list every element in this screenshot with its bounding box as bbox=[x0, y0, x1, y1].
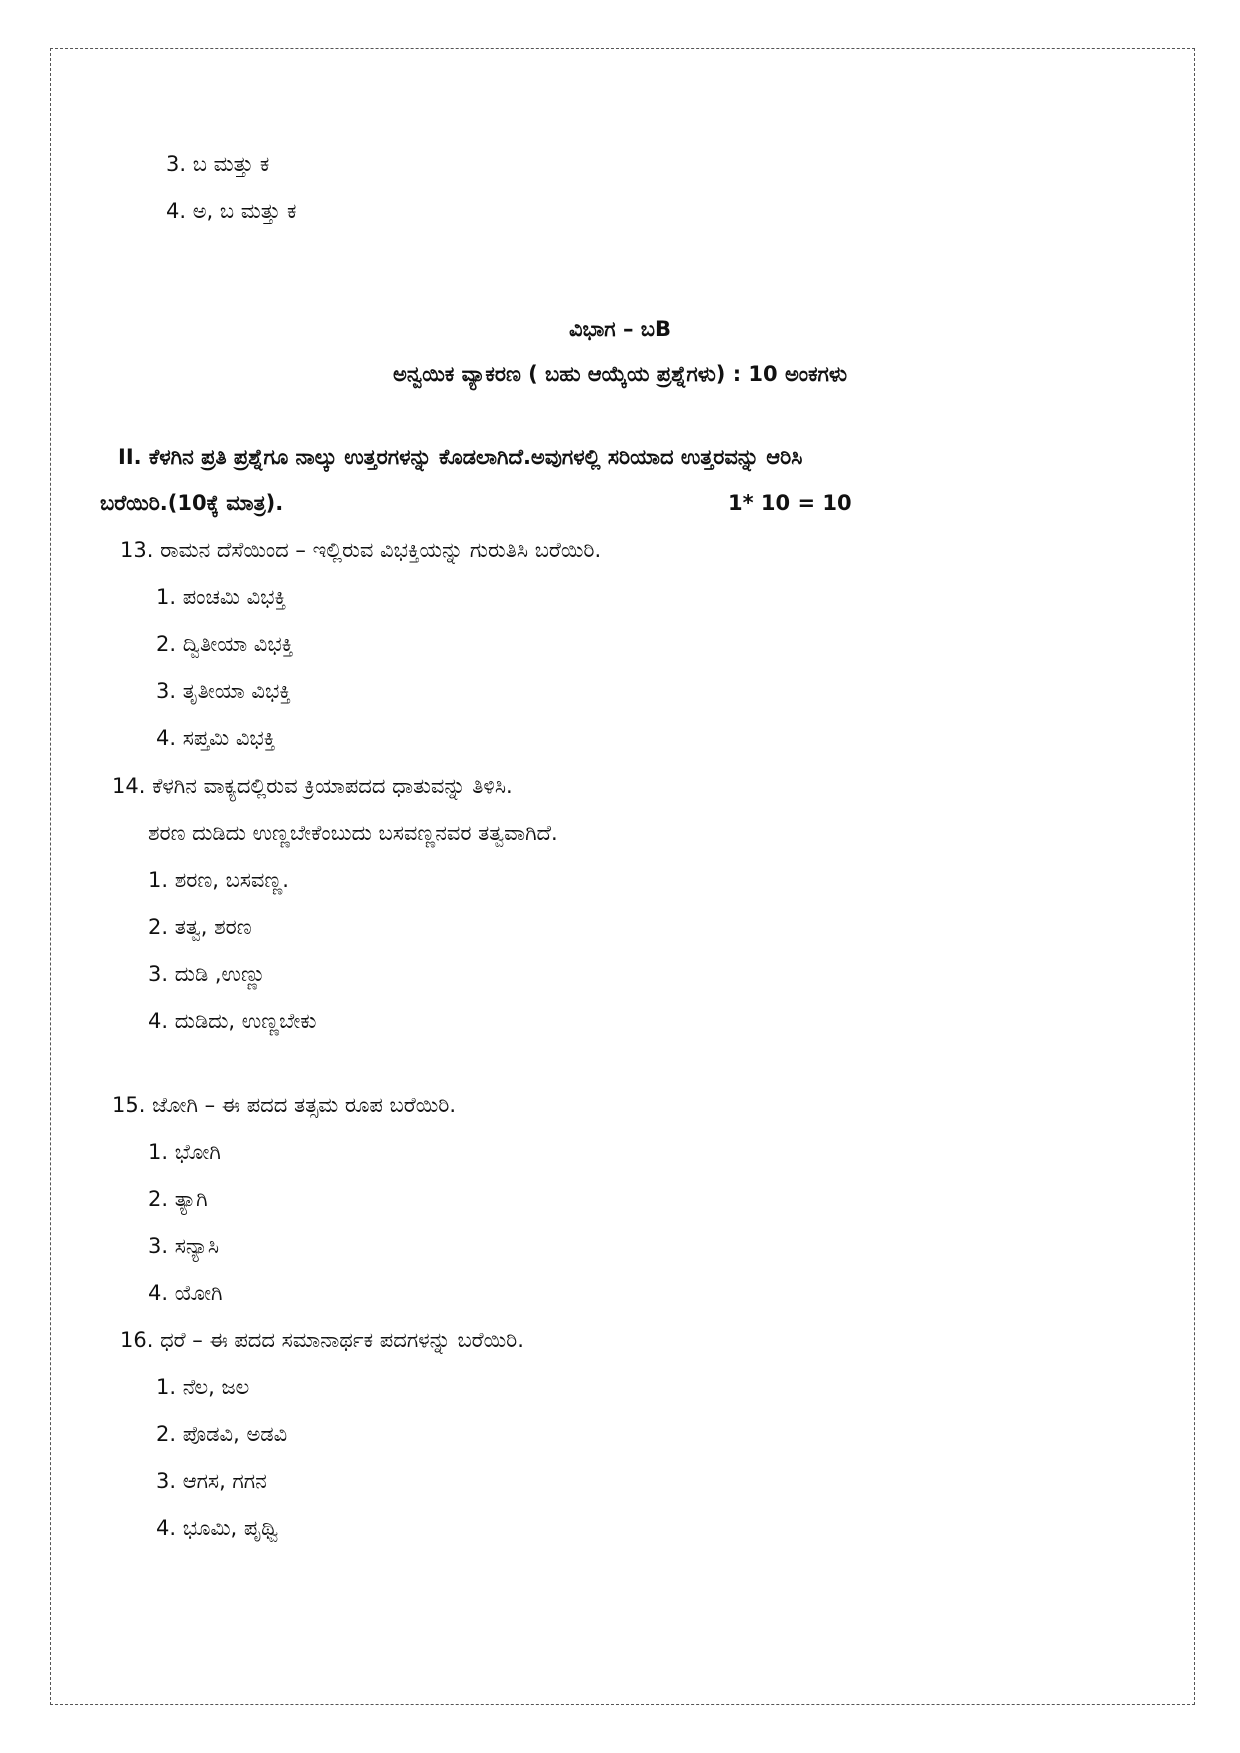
instruction-text: ಕೆಳಗಿನ ಪ್ರತಿ ಪ್ರಶ್ನೆಗೂ ನಾಲ್ಕು ಉತ್ತರಗಳನ್ನು ಕೊಡಲಾಗಿದೆ.ಅವುಗಳಲ್ಲಿ ಸರಿಯಾದ ಉತ್ತರವನ್ನು ಆರಿಸಿ bbox=[141, 445, 803, 469]
q13-option-3: 3. ತೃತೀಯಾ ವಿಭಕ್ತಿ bbox=[156, 679, 291, 703]
q14-option-3: 3. ದುಡಿ ,ಉಣ್ಣು bbox=[148, 962, 266, 986]
q13-option-1: 1. ಪಂಚಮಿ ವಿಭಕ್ತಿ bbox=[156, 585, 287, 609]
q14-sentence: ಶರಣ ದುಡಿದು ಉಣ್ಣಬೇಕೆಂಬುದು ಬಸವಣ್ಣನವರ ತತ್ವವಾಗಿದೆ. bbox=[148, 821, 558, 845]
question-16: 16. ಧರೆ – ಈ ಪದದ ಸಮಾನಾರ್ಥಕ ಪದಗಳನ್ನು ಬರೆಯಿರಿ. bbox=[120, 1328, 524, 1352]
instruction-line-1 bbox=[118, 443, 802, 471]
instruction-marks: 1* 10 = 10 bbox=[728, 491, 852, 515]
section-subtitle: ಅನ್ವಯಿಕ ವ್ಯಾಕರಣ ( ಬಹು ಆಯ್ಕೆಯ ಪ್ರಶ್ನೆಗಳು) : 10 ಅಂಕಗಳು bbox=[393, 362, 847, 386]
q16-option-2: 2. ಪೊಡವಿ, ಅಡವಿ bbox=[156, 1422, 288, 1446]
q14-option-4: 4. ದುಡಿದು, ಉಣ್ಣಬೇಕು bbox=[148, 1009, 317, 1033]
top-option-3: 3. ಬ ಮತ್ತು ಕ bbox=[166, 152, 270, 176]
q15-option-2: 2. ತ್ಯಾಗಿ bbox=[148, 1187, 208, 1211]
instruction-line-2: ಬರೆಯಿರಿ.(10ಕ್ಕೆ ಮಾತ್ರ). bbox=[100, 491, 284, 515]
q14-option-2: 2. ತತ್ವ, ಶರಣ bbox=[148, 915, 252, 939]
instruction-number: II. bbox=[118, 445, 142, 469]
question-13: 13. ರಾಮನ ದೆಸೆಯಿಂದ – ಇಲ್ಲಿರುವ ವಿಭಕ್ತಿಯನ್ನು ಗುರುತಿಸಿ ಬರೆಯಿರಿ. bbox=[120, 538, 602, 562]
q15-option-3: 3. ಸನ್ಯಾಸಿ bbox=[148, 1234, 220, 1258]
q15-option-1: 1. ಭೋಗಿ bbox=[148, 1140, 221, 1164]
q13-option-2: 2. ದ್ವಿತೀಯಾ ವಿಭಕ್ತಿ bbox=[156, 632, 294, 656]
q15-option-4: 4. ಯೋಗಿ bbox=[148, 1281, 223, 1305]
top-option-4: 4. ಅ, ಬ ಮತ್ತು ಕ bbox=[166, 199, 297, 223]
question-14: 14. ಕೆಳಗಿನ ವಾಕ್ಯದಲ್ಲಿರುವ ಕ್ರಿಯಾಪದದ ಧಾತುವನ್ನು ತಿಳಿಸಿ. bbox=[112, 774, 513, 798]
q16-option-3: 3. ಆಗಸ, ಗಗನ bbox=[156, 1469, 267, 1493]
question-15: 15. ಜೋಗಿ – ಈ ಪದದ ತತ್ಸಮ ರೂಪ ಬರೆಯಿರಿ. bbox=[112, 1093, 457, 1117]
q13-option-4: 4. ಸಪ್ತಮಿ ವಿಭಕ್ತಿ bbox=[156, 726, 276, 750]
section-title: ವಿಭಾಗ – ಬB bbox=[568, 317, 671, 341]
q16-option-4: 4. ಭೂಮಿ, ಪೃಥ್ವಿ bbox=[156, 1516, 279, 1540]
q14-option-1: 1. ಶರಣ, ಬಸವಣ್ಣ. bbox=[148, 868, 289, 892]
q16-option-1: 1. ನೆಲ, ಜಲ bbox=[156, 1375, 250, 1399]
